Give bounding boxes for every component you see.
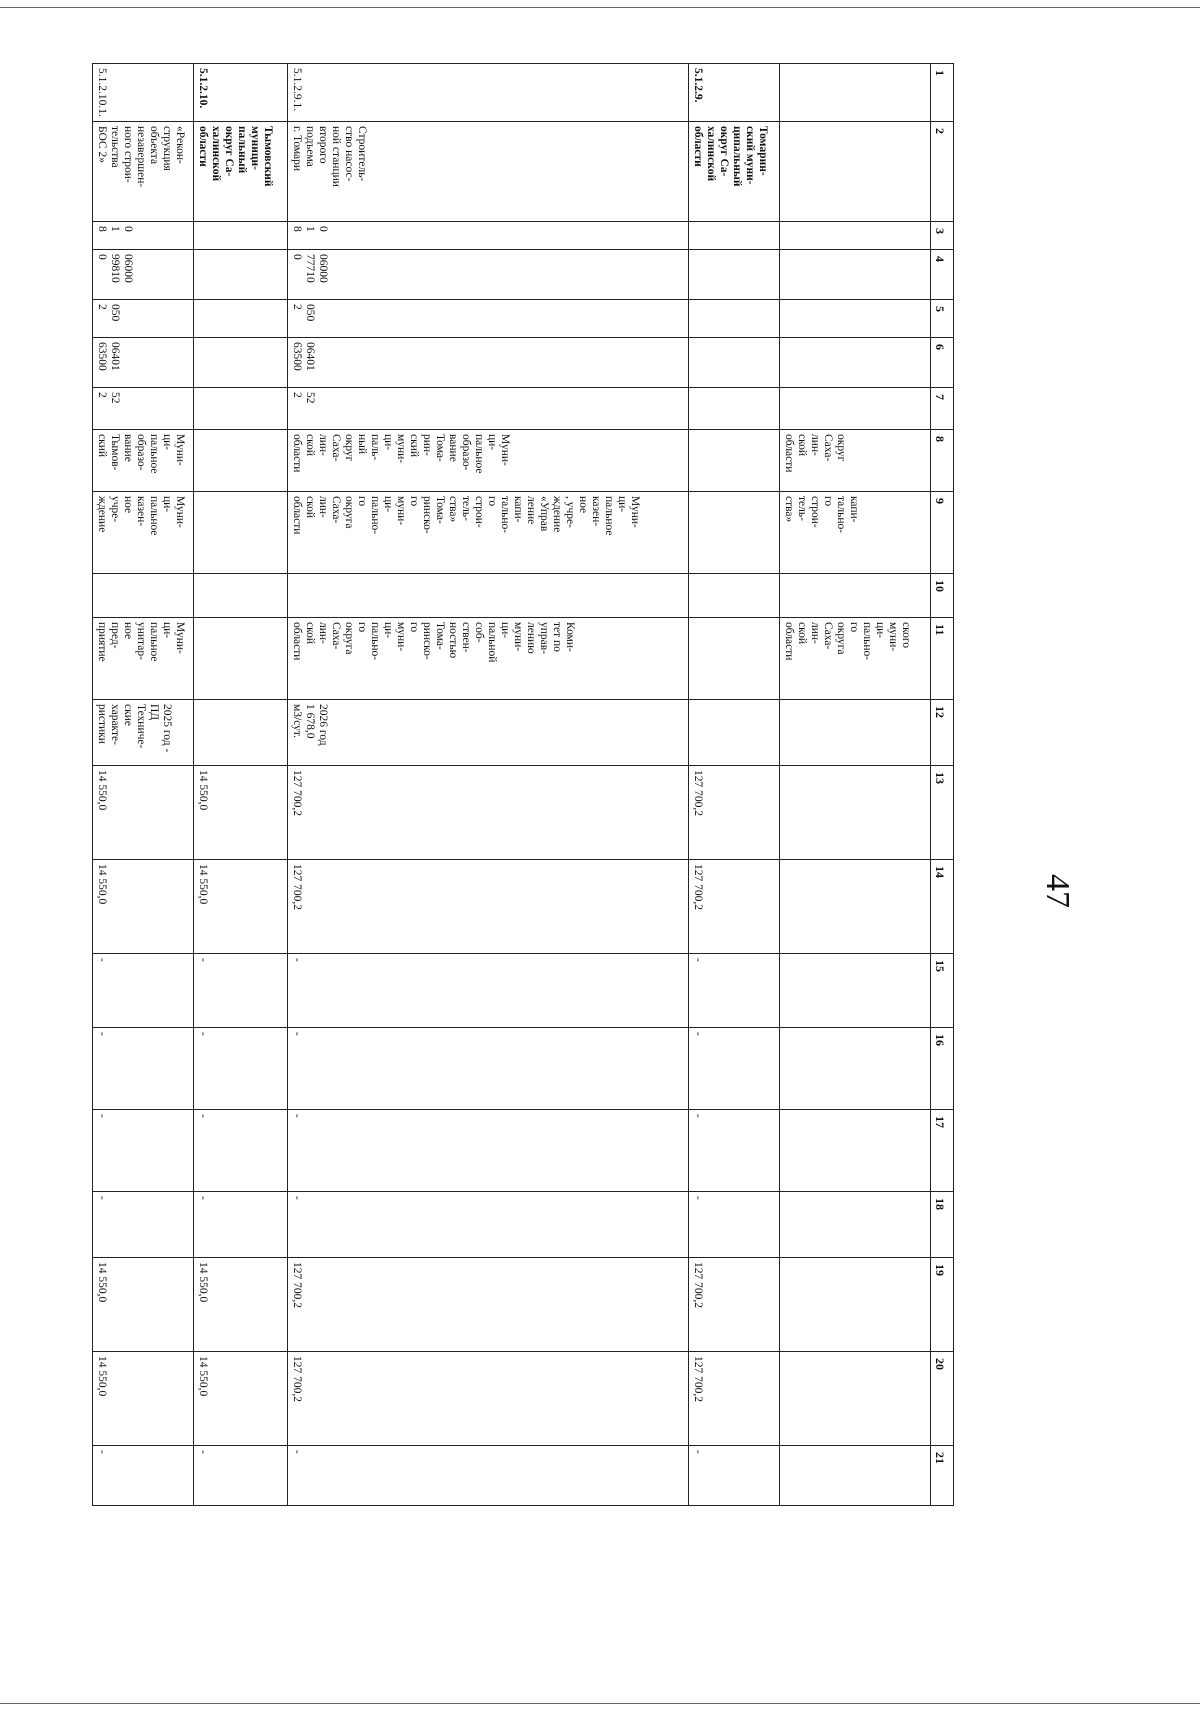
- table-cell: [780, 859, 931, 953]
- cell-text: -: [692, 1195, 704, 1200]
- table-cell: [288, 1027, 689, 1109]
- table-cell: [288, 953, 689, 1027]
- column-number-cell: [931, 221, 954, 249]
- cell-text: 050 2: [96, 303, 121, 322]
- column-number: 7: [933, 393, 947, 400]
- table-cell: [194, 491, 288, 573]
- cell-text: [288, 574, 292, 582]
- column-number: 12: [933, 705, 947, 718]
- table-cell: [288, 387, 689, 429]
- table-cell: [288, 573, 689, 617]
- column-number-cell: [931, 699, 954, 765]
- cell-text: -: [197, 1449, 209, 1454]
- table-column-4: [93, 249, 954, 299]
- cell-text: Томарин- ский муни- ципальный округ Са- халинской области: [692, 125, 769, 187]
- column-number: 2: [933, 127, 947, 134]
- table-cell: [288, 1109, 689, 1191]
- table-cell: [194, 1109, 288, 1191]
- cell-text: [194, 300, 198, 308]
- cell-text: 14 550,0: [197, 1355, 209, 1397]
- column-number-cell: [931, 573, 954, 617]
- cell-text: [780, 1258, 784, 1266]
- table-cell: [93, 429, 194, 491]
- table-column-11: [93, 617, 954, 699]
- cell-text: 0 1 8: [96, 225, 134, 232]
- table-cell: [288, 491, 689, 573]
- table-cell: [288, 1257, 689, 1351]
- cell-text: [780, 388, 784, 396]
- cell-text: Муни- ци- пальное казен- ное , учре- ждение «Управ ление капи- тально- го строи- тель- ства» Тома- ринско- го муни- ци- пально- го округа Саха- лин- ской области: [291, 495, 641, 536]
- cell-text: 14 550,0: [96, 1261, 108, 1303]
- cell-text: капи- тально- го строи- тель- ства»: [783, 495, 860, 533]
- cell-text: -: [197, 1031, 209, 1036]
- table-column-21: [93, 1445, 954, 1505]
- cell-text: [780, 700, 784, 708]
- cell-text: [780, 1446, 784, 1454]
- table-cell: [288, 121, 689, 221]
- table-cell: [194, 387, 288, 429]
- table-cell: [93, 765, 194, 859]
- cell-text: «Рекон- струкция объекта незавершен- ного строи- тельства БОС 2»: [96, 125, 186, 188]
- cell-text: -: [291, 1031, 303, 1036]
- table-cell: [689, 765, 780, 859]
- cell-text: [689, 574, 693, 582]
- table-cell: [194, 573, 288, 617]
- table-cell: [288, 1191, 689, 1257]
- table-cell: [780, 1445, 931, 1505]
- table-cell: [689, 953, 780, 1027]
- cell-text: [194, 430, 198, 438]
- cell-text: 14 550,0: [197, 863, 209, 905]
- table-cell: [93, 121, 194, 221]
- table-cell: [93, 1257, 194, 1351]
- cell-text: 0 1 8: [291, 225, 329, 232]
- cell-text: -: [96, 1449, 108, 1454]
- table-cell: [93, 573, 194, 617]
- table-cell: [689, 617, 780, 699]
- table-column-3: [93, 221, 954, 249]
- table-cell: [780, 1257, 931, 1351]
- cell-text: [780, 574, 784, 582]
- cell-text: [194, 338, 198, 346]
- cell-text: 06401 63500: [291, 341, 316, 371]
- table-cell: [194, 765, 288, 859]
- table-cell: [194, 249, 288, 299]
- cell-text: [780, 1192, 784, 1200]
- column-number-cell: [931, 387, 954, 429]
- cell-text: [194, 618, 198, 626]
- column-number: 1: [933, 70, 947, 76]
- table-column-14: [93, 859, 954, 953]
- table-cell: [689, 573, 780, 617]
- column-number: 6: [933, 343, 947, 350]
- cell-text: -: [96, 957, 108, 962]
- column-number-cell: [931, 765, 954, 859]
- cell-text: [689, 300, 693, 308]
- table-cell: [194, 337, 288, 387]
- table-cell: [93, 617, 194, 699]
- table-cell: [780, 221, 931, 249]
- table-cell: [288, 699, 689, 765]
- table-cell: [194, 64, 288, 122]
- column-number-cell: [931, 1445, 954, 1505]
- cell-text: -: [197, 1113, 209, 1118]
- cell-text: [689, 492, 693, 500]
- cell-text: 06000 77710 0: [291, 253, 329, 283]
- table-cell: [194, 221, 288, 249]
- cell-text: [194, 492, 198, 500]
- table-column-16: [93, 1027, 954, 1109]
- cell-text: [780, 1028, 784, 1036]
- table-cell: [93, 1445, 194, 1505]
- column-number-cell: [931, 249, 954, 299]
- table-cell: [780, 953, 931, 1027]
- column-number: 17: [933, 1115, 947, 1128]
- cell-text: [194, 700, 198, 708]
- cell-text: 127 700,2: [291, 1355, 303, 1402]
- table-cell: [288, 765, 689, 859]
- column-number: 3: [933, 227, 947, 234]
- table-cell: [288, 249, 689, 299]
- cell-text: [689, 250, 693, 258]
- cell-text: -: [692, 1449, 704, 1454]
- column-number-cell: [931, 491, 954, 573]
- cell-text: округ Саха- лин- ской области: [783, 433, 847, 473]
- column-number-cell: [931, 299, 954, 337]
- table-cell: [780, 617, 931, 699]
- table-cell: [93, 491, 194, 573]
- table-cell: [689, 1027, 780, 1109]
- cell-text: 127 700,2: [692, 1261, 704, 1308]
- table-cell: [194, 1445, 288, 1505]
- cell-text: 14 550,0: [96, 863, 108, 905]
- cell-text: Строитель- ство насос- ной станции второго подъема г. Томари: [291, 125, 368, 187]
- table-cell: [194, 1027, 288, 1109]
- table-cell: [93, 699, 194, 765]
- table-cell: [689, 491, 780, 573]
- cell-text: -: [692, 1113, 704, 1118]
- table-cell: [93, 859, 194, 953]
- table-column-6: [93, 337, 954, 387]
- table-column-8: [93, 429, 954, 491]
- cell-text: 14 550,0: [96, 1355, 108, 1397]
- table-cell: [780, 1109, 931, 1191]
- table-cell: [194, 859, 288, 953]
- column-number: 8: [933, 435, 947, 442]
- table-cell: [93, 337, 194, 387]
- table-column-18: [93, 1191, 954, 1257]
- table-cell: [780, 387, 931, 429]
- column-number-cell: [931, 1351, 954, 1445]
- table-column-1: [93, 64, 954, 122]
- column-number-cell: [931, 1257, 954, 1351]
- table-cell: [780, 1191, 931, 1257]
- column-number: 13: [933, 771, 947, 784]
- cell-text: -: [197, 957, 209, 962]
- table-cell: [194, 953, 288, 1027]
- table-cell: [93, 1109, 194, 1191]
- cell-text: [780, 954, 784, 962]
- table-cell: [93, 953, 194, 1027]
- cell-text: [780, 860, 784, 868]
- cell-text: 127 700,2: [692, 863, 704, 910]
- table-cell: [288, 299, 689, 337]
- cell-text: 127 700,2: [692, 769, 704, 816]
- cell-text: [780, 222, 784, 230]
- cell-text: 14 550,0: [197, 1261, 209, 1303]
- cell-text: -: [291, 1113, 303, 1118]
- column-number-cell: [931, 121, 954, 221]
- cell-text: -: [692, 1031, 704, 1036]
- table-column-20: [93, 1351, 954, 1445]
- table-cell: [780, 249, 931, 299]
- table-cell: [689, 1257, 780, 1351]
- cell-text: Коми- тет по управ- лению муни- ци- пальной соб- ствен- ностью Тома- ринско- го муни- ци- пально- го округа Саха- лин- ской области: [291, 621, 576, 663]
- cell-text: 050 2: [291, 303, 316, 322]
- cell-text: [780, 1352, 784, 1360]
- table-column-2: [93, 121, 954, 221]
- table-column-19: [93, 1257, 954, 1351]
- cell-text: [780, 766, 784, 774]
- table-column-9: [93, 491, 954, 573]
- cell-text: 52 2: [96, 391, 121, 404]
- cell-text: 52 2: [291, 391, 316, 404]
- scan-edge-bottom: [0, 1703, 1200, 1704]
- table-cell: [194, 121, 288, 221]
- cell-text: 127 700,2: [291, 1261, 303, 1308]
- table-cell: [780, 699, 931, 765]
- column-number-cell: [931, 617, 954, 699]
- table-cell: [288, 64, 689, 122]
- table-cell: [780, 1027, 931, 1109]
- table-cell: [780, 491, 931, 573]
- table-cell: [194, 699, 288, 765]
- table-cell: [689, 64, 780, 122]
- table-cell: [780, 337, 931, 387]
- cell-text: [780, 338, 784, 346]
- table-column-7: [93, 387, 954, 429]
- cell-text: 127 700,2: [692, 1355, 704, 1402]
- table-cell: [194, 1351, 288, 1445]
- column-number-cell: [931, 859, 954, 953]
- column-number-cell: [931, 1027, 954, 1109]
- table-cell: [689, 121, 780, 221]
- table-cell: [689, 429, 780, 491]
- table-column-13: [93, 765, 954, 859]
- cell-text: [689, 222, 693, 230]
- cell-text: -: [96, 1031, 108, 1036]
- table-cell: [194, 299, 288, 337]
- cell-text: [689, 430, 693, 438]
- table-cell: [780, 121, 931, 221]
- table-cell: [288, 617, 689, 699]
- cell-text: -: [96, 1195, 108, 1200]
- budget-table: [92, 63, 954, 1506]
- column-number-cell: [931, 1191, 954, 1257]
- cell-text: ского муни- ци- пально- го округа Саха- лин- ской области: [783, 621, 912, 661]
- cell-text: -: [197, 1195, 209, 1200]
- cell-text: -: [291, 1449, 303, 1454]
- table-cell: [93, 249, 194, 299]
- cell-text: -: [96, 1113, 108, 1118]
- table-cell: [288, 859, 689, 953]
- table-cell: [288, 221, 689, 249]
- table-cell: [689, 299, 780, 337]
- table-cell: [194, 429, 288, 491]
- cell-text: [780, 122, 784, 130]
- table-cell: [93, 299, 194, 337]
- table-cell: [93, 1191, 194, 1257]
- table-cell: [288, 337, 689, 387]
- table-cell: [288, 1351, 689, 1445]
- column-number: 15: [933, 959, 947, 972]
- table-cell: [689, 1351, 780, 1445]
- cell-text: -: [291, 1195, 303, 1200]
- table-cell: [780, 429, 931, 491]
- cell-text: Тымовский муници- пальный округ Са- халинской области: [197, 125, 274, 187]
- cell-text: -: [291, 957, 303, 962]
- table-cell: [689, 221, 780, 249]
- column-number-cell: [931, 64, 954, 122]
- table-cell: [689, 859, 780, 953]
- cell-text: [689, 700, 693, 708]
- cell-text: 127 700,2: [291, 863, 303, 910]
- column-number-cell: [931, 429, 954, 491]
- table-cell: [194, 1191, 288, 1257]
- table-cell: [93, 64, 194, 122]
- cell-text: 2026 год 1 678,0 м3/сут.: [291, 703, 329, 746]
- cell-text: [194, 250, 198, 258]
- table-cell: [780, 1351, 931, 1445]
- column-number: 14: [933, 865, 947, 878]
- column-number: 16: [933, 1033, 947, 1046]
- cell-text: 5.1.2.10.1.: [96, 68, 108, 117]
- cell-text: [93, 574, 97, 582]
- cell-text: [689, 338, 693, 346]
- cell-text: [780, 300, 784, 308]
- table-cell: [288, 1445, 689, 1505]
- cell-text: [689, 388, 693, 396]
- cell-text: 14 550,0: [197, 769, 209, 811]
- page-number: 47: [1039, 874, 1076, 908]
- table-cell: [93, 387, 194, 429]
- cell-text: [194, 574, 198, 582]
- cell-text: Муни- ци- пальное образо- вание Тома- рин- ский муни- ци- паль- ный округ Саха- лин- ской области: [291, 433, 511, 474]
- table-column-5: [93, 299, 954, 337]
- cell-text: 5.1.2.9.: [692, 68, 704, 103]
- table-cell: [93, 221, 194, 249]
- table-cell: [288, 429, 689, 491]
- table-cell: [780, 64, 931, 122]
- table-column-15: [93, 953, 954, 1027]
- column-number: 19: [933, 1263, 947, 1276]
- cell-text: [780, 1110, 784, 1118]
- table-cell: [689, 249, 780, 299]
- column-number: 9: [933, 497, 947, 504]
- cell-text: Муни- ци- пальное унитар- ное пред- приятие: [96, 621, 186, 662]
- column-number: 10: [933, 579, 947, 592]
- column-number-cell: [931, 1109, 954, 1191]
- column-number: 5: [933, 305, 947, 312]
- table-column-10: [93, 573, 954, 617]
- table-cell: [93, 1351, 194, 1445]
- cell-text: [194, 388, 198, 396]
- column-number: 11: [933, 623, 947, 636]
- column-number: 20: [933, 1357, 947, 1370]
- column-number-cell: [931, 953, 954, 1027]
- scan-edge-top: [0, 7, 1200, 8]
- table-cell: [780, 573, 931, 617]
- cell-text: -: [692, 957, 704, 962]
- table-cell: [194, 617, 288, 699]
- table-column-12: [93, 699, 954, 765]
- cell-text: 14 550,0: [96, 769, 108, 811]
- cell-text: 127 700,2: [291, 769, 303, 816]
- column-number: 4: [933, 255, 947, 262]
- cell-text: 06401 63500: [96, 341, 121, 371]
- column-number: 18: [933, 1197, 947, 1210]
- cell-text: [689, 618, 693, 626]
- cell-text: [780, 250, 784, 258]
- table-column-17: [93, 1109, 954, 1191]
- table-cell: [689, 699, 780, 765]
- table-cell: [689, 1191, 780, 1257]
- cell-text: Муни- ци- пальное казен- ное учре- ждение: [96, 495, 186, 536]
- cell-text: [194, 222, 198, 230]
- rotated-table-sheet: [92, 63, 954, 1506]
- table-cell: [689, 1445, 780, 1505]
- column-number: 21: [933, 1451, 947, 1464]
- table-cell: [780, 299, 931, 337]
- table-cell: [194, 1257, 288, 1351]
- cell-text: 06000 99810 0: [96, 253, 134, 283]
- column-number-cell: [931, 337, 954, 387]
- table-cell: [689, 1109, 780, 1191]
- table-cell: [780, 765, 931, 859]
- table-cell: [689, 387, 780, 429]
- table-cell: [93, 1027, 194, 1109]
- cell-text: 2025 год - ПД Техниче- ские характе- ристики: [96, 703, 173, 753]
- cell-text: 5.1.2.10.: [197, 68, 209, 109]
- cell-text: Муни- ци- пальное образо- вание Тымов- ский: [96, 433, 186, 474]
- cell-text: 5.1.2.9.1.: [291, 68, 303, 112]
- table-cell: [689, 337, 780, 387]
- cell-text: [780, 64, 784, 72]
